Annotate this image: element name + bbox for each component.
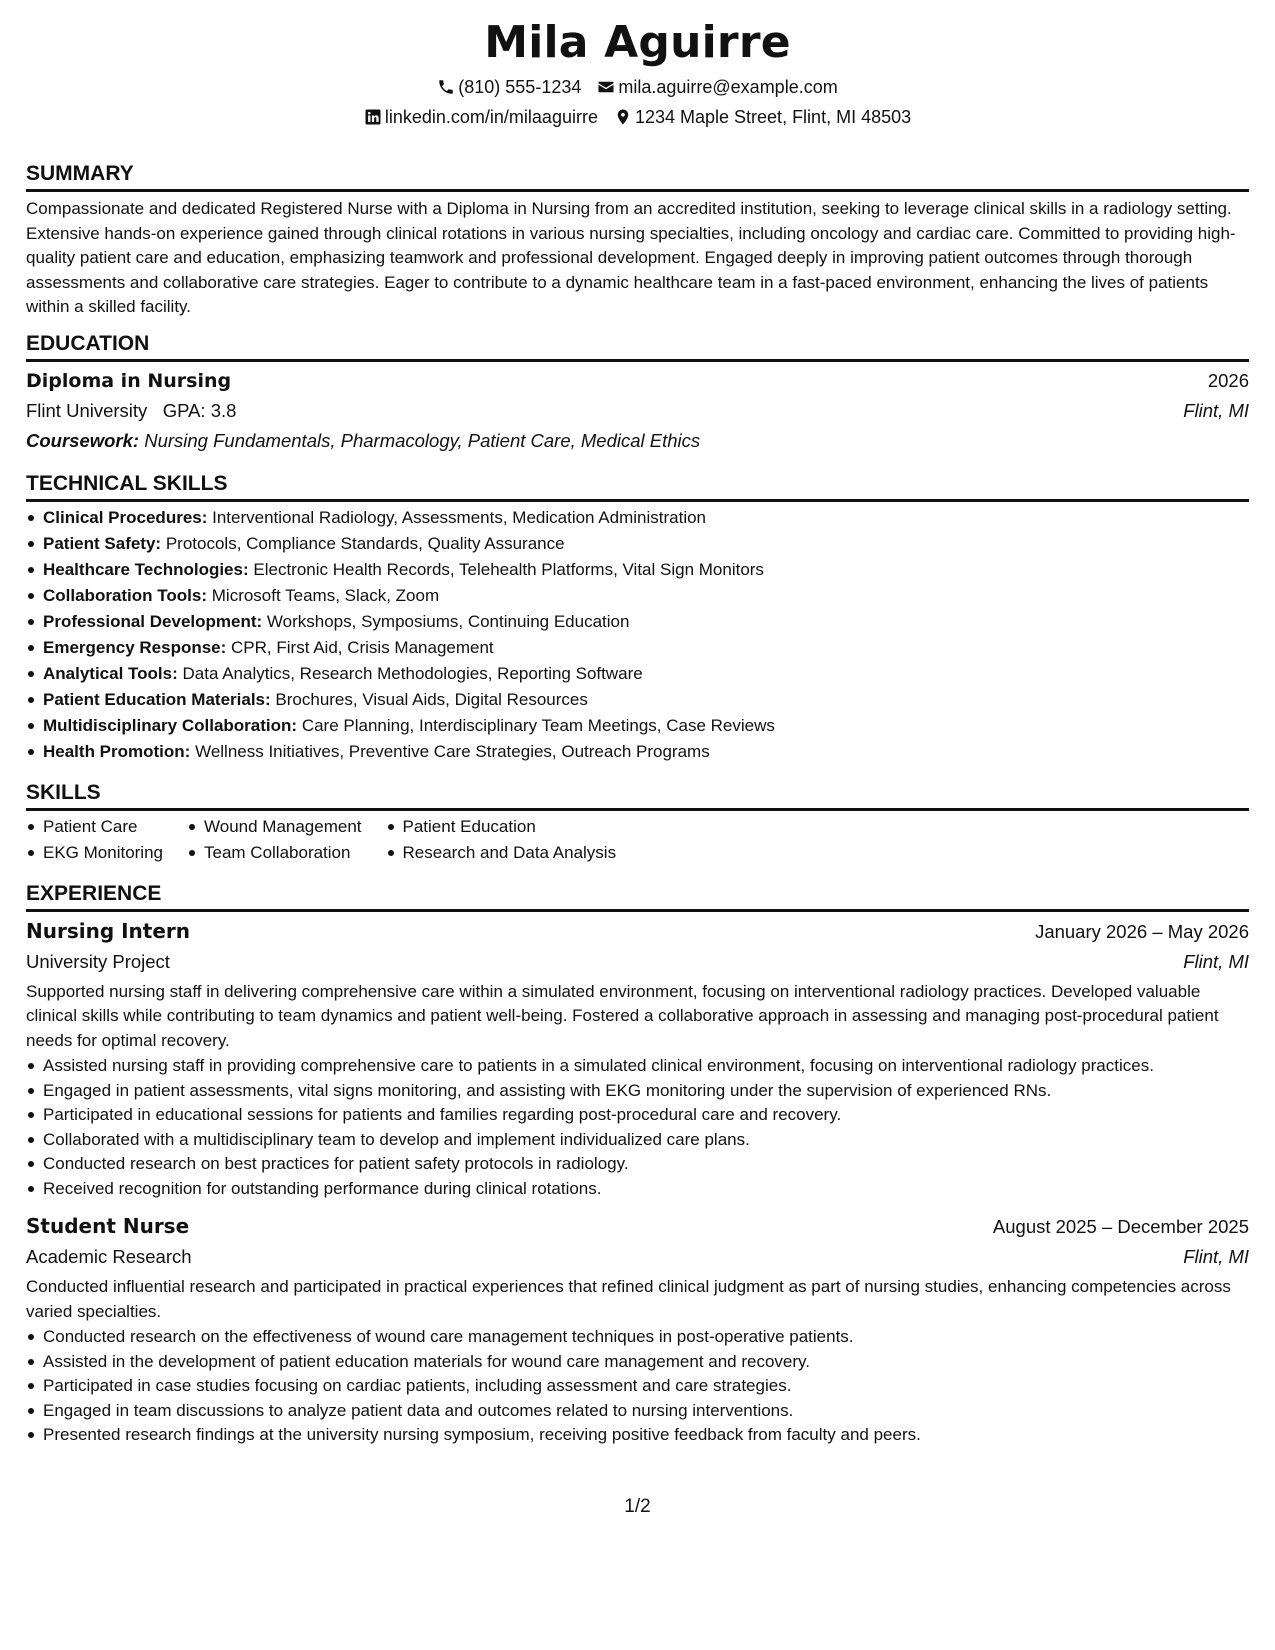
technical-skill-item bbox=[26, 635, 1249, 661]
section-title-skills: SKILLS bbox=[26, 779, 1249, 811]
skill-category: Emergency Response: bbox=[43, 637, 227, 657]
job-bullet: Assisted nursing staff in providing comprehensive care to patients in a simulated clinical environment, focusing on interventional radiology practices. bbox=[26, 1054, 1249, 1079]
job-entry-2 bbox=[26, 1211, 1249, 1448]
job-title: Student Nurse bbox=[26, 1214, 190, 1238]
section-title-summary: SUMMARY bbox=[26, 160, 1249, 192]
skill-item: Research and Data Analysis bbox=[386, 840, 617, 866]
technical-skill-item bbox=[26, 557, 1249, 583]
skill-category: Collaboration Tools: bbox=[43, 585, 208, 605]
skill-values: Electronic Health Records, Telehealth Platforms, Vital Sign Monitors bbox=[253, 559, 764, 579]
job-title: Nursing Intern bbox=[26, 918, 191, 943]
contact-row-1 bbox=[26, 72, 1249, 102]
technical-skills-list bbox=[26, 505, 1249, 765]
job-bullets bbox=[26, 1325, 1249, 1448]
email-link[interactable]: mila.aguirre@example.com bbox=[618, 77, 838, 97]
skill-category: Patient Safety: bbox=[43, 533, 162, 553]
skill-category: Analytical Tools: bbox=[43, 663, 178, 683]
technical-skill-item bbox=[26, 531, 1249, 557]
job-bullet: Collaborated with a multidisciplinary team to develop and implement individualized care plans. bbox=[26, 1128, 1249, 1153]
school-info bbox=[26, 396, 236, 426]
technical-skill-item bbox=[26, 739, 1249, 765]
skill-values: Wellness Initiatives, Preventive Care Strategies, Outreach Programs bbox=[195, 741, 710, 761]
job-summary: Conducted influential research and participated in practical experiences that refined clinical judgment as part of nursing studies, enhancing competencies across varied specialties. bbox=[26, 1277, 1231, 1321]
job-dates: January 2026 – May 2026 bbox=[1035, 920, 1249, 942]
phone-icon bbox=[437, 78, 455, 96]
coursework-line bbox=[26, 426, 1249, 456]
job-location: Flint, MI bbox=[1183, 1246, 1249, 1267]
summary-section bbox=[26, 160, 1249, 320]
skills-section bbox=[26, 779, 1249, 866]
section-title-technical-skills: TECHNICAL SKILLS bbox=[26, 470, 1249, 502]
education-section bbox=[26, 330, 1249, 456]
skills-column-3 bbox=[386, 814, 617, 866]
skill-item: Patient Care bbox=[26, 814, 163, 840]
email-contact[interactable] bbox=[597, 72, 837, 102]
job-entry-1 bbox=[26, 916, 1249, 1202]
technical-skill-item bbox=[26, 661, 1249, 687]
skill-category: Health Promotion: bbox=[43, 741, 191, 761]
job-bullet: Assisted in the development of patient education materials for wound care management and recovery. bbox=[26, 1350, 1249, 1375]
skills-column-1 bbox=[26, 814, 163, 866]
job-bullet: Conducted research on best practices for patient safety protocols in radiology. bbox=[26, 1152, 1249, 1177]
degree-title: Diploma in Nursing bbox=[26, 369, 232, 392]
candidate-name: Mila Aguirre bbox=[484, 17, 791, 68]
skills-grid bbox=[26, 814, 1249, 866]
technical-skill-item bbox=[26, 583, 1249, 609]
technical-skills-section bbox=[26, 470, 1249, 765]
skill-category: Patient Education Materials: bbox=[43, 689, 271, 709]
coursework-list: Nursing Fundamentals, Pharmacology, Patient Care, Medical Ethics bbox=[144, 429, 701, 451]
linkedin-link[interactable]: linkedin.com/in/milaaguirre bbox=[384, 107, 598, 127]
resume-content bbox=[26, 14, 1249, 1448]
skill-category: Healthcare Technologies: bbox=[43, 559, 249, 579]
contact-row-2 bbox=[26, 102, 1249, 132]
technical-skill-item bbox=[26, 713, 1249, 739]
phone-number: (810) 555-1234 bbox=[458, 77, 582, 97]
job-bullet: Received recognition for outstanding performance during clinical rotations. bbox=[26, 1177, 1249, 1202]
map-pin-icon bbox=[614, 108, 632, 126]
skill-category: Multidisciplinary Collaboration: bbox=[43, 715, 298, 735]
skill-values: Microsoft Teams, Slack, Zoom bbox=[211, 585, 440, 605]
skill-category: Clinical Procedures: bbox=[43, 507, 208, 527]
job-bullet: Participated in educational sessions for patients and families regarding post-procedural care and recovery. bbox=[26, 1103, 1249, 1128]
section-title-experience: EXPERIENCE bbox=[26, 880, 1249, 912]
job-location: Flint, MI bbox=[1183, 950, 1249, 972]
address-text: 1234 Maple Street, Flint, MI 48503 bbox=[634, 107, 912, 127]
skill-values: Workshops, Symposiums, Continuing Education bbox=[266, 611, 630, 631]
skill-category: Professional Development: bbox=[43, 611, 263, 631]
skill-item: Team Collaboration bbox=[187, 840, 362, 866]
technical-skill-item bbox=[26, 505, 1249, 531]
job-bullet: Presented research findings at the university nursing symposium, receiving positive feedback from faculty and peers. bbox=[26, 1423, 1249, 1448]
address-contact bbox=[614, 102, 911, 132]
education-header-row bbox=[26, 366, 1249, 396]
section-title-education: EDUCATION bbox=[26, 330, 1249, 362]
job-bullet: Engaged in patient assessments, vital signs monitoring, and assisting with EKG monitoring under the supervision of experienced RNs. bbox=[26, 1079, 1249, 1104]
job-organization: University Project bbox=[26, 950, 170, 972]
linkedin-contact[interactable] bbox=[364, 102, 598, 132]
experience-section bbox=[26, 880, 1249, 1448]
job-bullets bbox=[26, 1054, 1249, 1201]
skill-item: EKG Monitoring bbox=[26, 840, 163, 866]
skill-values: Brochures, Visual Aids, Digital Resources bbox=[275, 689, 588, 709]
skill-values: Interventional Radiology, Assessments, Medication Administration bbox=[212, 507, 707, 527]
page-number: 1/2 bbox=[624, 1496, 651, 1517]
school-location: Flint, MI bbox=[1183, 399, 1249, 421]
skill-item: Wound Management bbox=[187, 814, 362, 840]
linkedin-icon bbox=[364, 108, 382, 126]
school-name: Flint University bbox=[26, 399, 148, 421]
technical-skill-item bbox=[26, 687, 1249, 713]
envelope-icon bbox=[597, 78, 615, 96]
gpa: GPA: 3.8 bbox=[162, 399, 237, 421]
skill-item: Patient Education bbox=[386, 814, 617, 840]
skill-values: CPR, First Aid, Crisis Management bbox=[231, 637, 494, 657]
job-org-row bbox=[26, 947, 1249, 977]
technical-skill-item bbox=[26, 609, 1249, 635]
skill-values: Care Planning, Interdisciplinary Team Meetings, Case Reviews bbox=[301, 715, 775, 735]
job-header-row bbox=[26, 1211, 1249, 1242]
job-summary: Supported nursing staff in delivering comprehensive care within a simulated environment, focusing on interventional radiology practices. Developed valuable clinical skills while contributing to team dynamics and patient well-being. Fostered a collaborative approach in assessing and managing post-procedural patient needs for optimal recovery. bbox=[26, 981, 1219, 1050]
job-bullet: Participated in case studies focusing on cardiac patients, including assessment and care strategies. bbox=[26, 1374, 1249, 1399]
job-dates: August 2025 – December 2025 bbox=[992, 1216, 1249, 1237]
skill-values: Protocols, Compliance Standards, Quality Assurance bbox=[165, 533, 565, 553]
job-organization: Academic Research bbox=[26, 1246, 192, 1267]
phone-contact bbox=[437, 72, 581, 102]
job-org-row bbox=[26, 1242, 1249, 1272]
summary-text: Compassionate and dedicated Registered Nurse with a Diploma in Nursing from an accredited institution, seeking to leverage clinical skills in a radiology setting. Extensive hands-on experience gained through clinical rotations in various nursing specialties, including oncology and cardiac care. Committed to providing high-quality patient care and education, emphasizing teamwork and professional development. Engaged deeply in improving patient outcomes through thorough assessments and collaborative care strategies. Eager to contribute to a dynamic healthcare team in a fast-paced environment, enhancing the lives of patients within a skilled facility. bbox=[26, 199, 1236, 316]
job-header-row bbox=[26, 916, 1249, 947]
skill-values: Data Analytics, Research Methodologies, Reporting Software bbox=[182, 663, 643, 683]
graduation-year: 2026 bbox=[1207, 369, 1249, 391]
job-bullet: Conducted research on the effectiveness of wound care management techniques in post-operative patients. bbox=[26, 1325, 1249, 1350]
coursework-label: Coursework: bbox=[26, 429, 140, 451]
job-bullet: Engaged in team discussions to analyze patient data and outcomes related to nursing interventions. bbox=[26, 1399, 1249, 1424]
education-school-row bbox=[26, 396, 1249, 426]
skills-column-2 bbox=[187, 814, 362, 866]
